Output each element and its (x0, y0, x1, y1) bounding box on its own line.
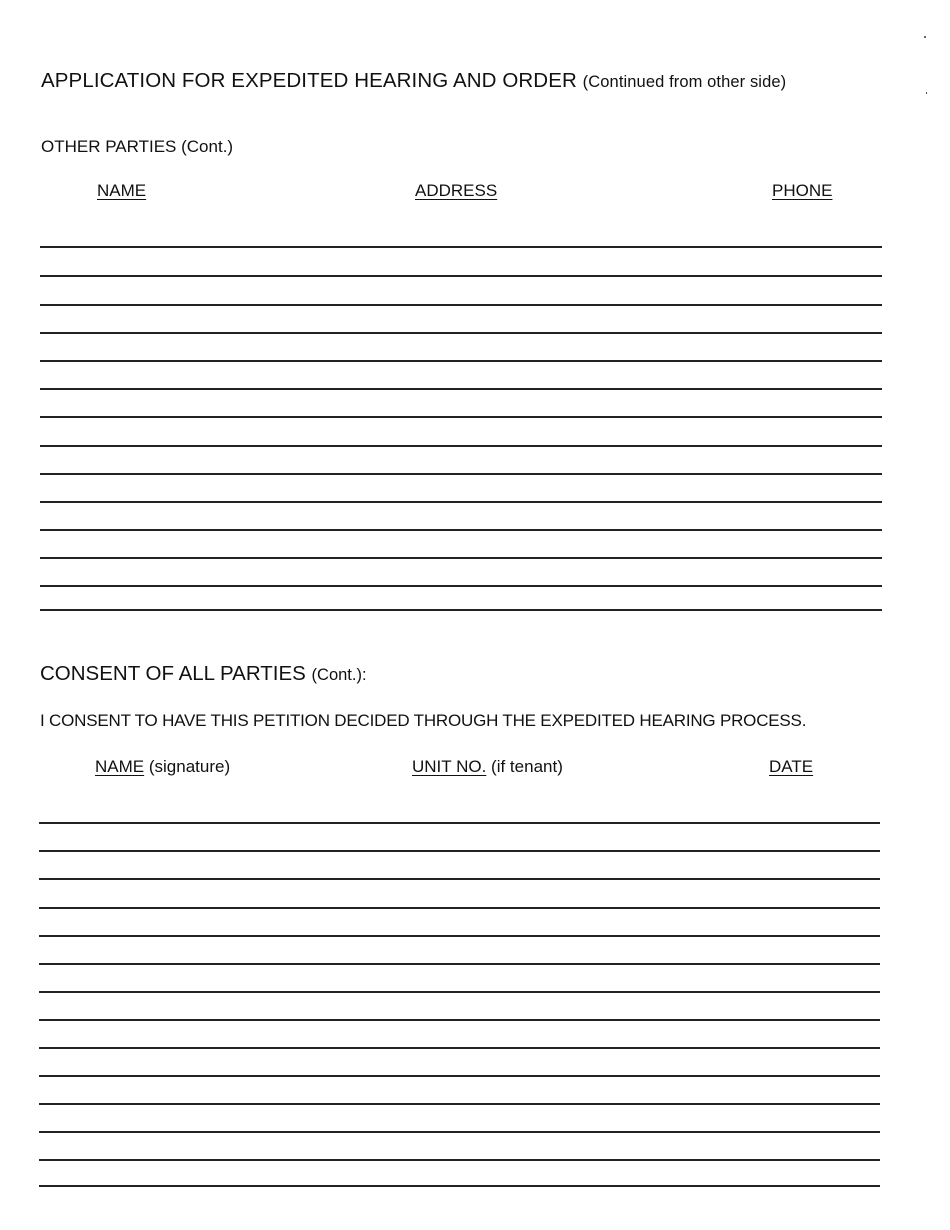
blank-entry-line[interactable] (40, 360, 882, 362)
blank-entry-line[interactable] (40, 445, 882, 447)
blank-entry-line[interactable] (39, 1131, 880, 1133)
column-header-date: DATE (769, 757, 814, 776)
blank-entry-line[interactable] (40, 275, 882, 277)
blank-entry-line[interactable] (40, 332, 882, 334)
column-header-phone: PHONE (772, 181, 833, 200)
blank-entry-line[interactable] (39, 1075, 880, 1077)
blank-entry-line[interactable] (39, 1103, 880, 1105)
column-header-name: NAME (97, 181, 147, 200)
blank-entry-line[interactable] (39, 850, 880, 852)
other-parties-label: OTHER PARTIES (Cont.) (41, 137, 234, 156)
blank-entry-line[interactable] (39, 822, 880, 824)
form-title (41, 69, 786, 93)
blank-entry-line[interactable] (40, 304, 882, 306)
blank-entry-line[interactable] (40, 388, 882, 390)
consent-statement: I CONSENT TO HAVE THIS PETITION DECIDED THROUGH THE EXPEDITED HEARING PROCESS. (40, 711, 807, 730)
blank-entry-line[interactable] (40, 609, 882, 611)
column-header-unit (412, 757, 563, 777)
consent-title (40, 662, 367, 686)
blank-entry-line[interactable] (40, 246, 882, 248)
column-header-signature-note: (signature) (148, 757, 231, 776)
scan-speck (926, 92, 927, 94)
blank-entry-line[interactable] (39, 1185, 880, 1187)
blank-entry-line[interactable] (39, 935, 880, 937)
blank-entry-line[interactable] (39, 907, 880, 909)
blank-entry-line[interactable] (39, 1019, 880, 1021)
column-header-unit-note: (if tenant) (491, 757, 563, 776)
blank-entry-line[interactable] (39, 878, 880, 880)
form-title-main: APPLICATION FOR EXPEDITED HEARING AND ORDER (41, 69, 577, 92)
blank-entry-line[interactable] (40, 416, 882, 418)
column-header-signature (95, 757, 230, 777)
blank-entry-line[interactable] (39, 1159, 880, 1161)
consent-title-main: CONSENT OF ALL PARTIES (40, 662, 306, 685)
column-header-signature-label: NAME (95, 757, 145, 776)
blank-entry-line[interactable] (40, 501, 882, 503)
scan-speck (924, 36, 926, 38)
consent-title-sub: (Cont.): (311, 666, 367, 684)
blank-entry-line[interactable] (40, 585, 882, 587)
blank-entry-line[interactable] (40, 557, 882, 559)
column-header-unit-label: UNIT NO. (412, 757, 487, 776)
blank-entry-line[interactable] (40, 529, 882, 531)
form-title-sub: (Continued from other side) (582, 73, 787, 91)
blank-entry-line[interactable] (39, 1047, 880, 1049)
blank-entry-line[interactable] (39, 991, 880, 993)
blank-entry-line[interactable] (40, 473, 882, 475)
column-header-address: ADDRESS (415, 181, 498, 200)
blank-entry-line[interactable] (39, 963, 880, 965)
